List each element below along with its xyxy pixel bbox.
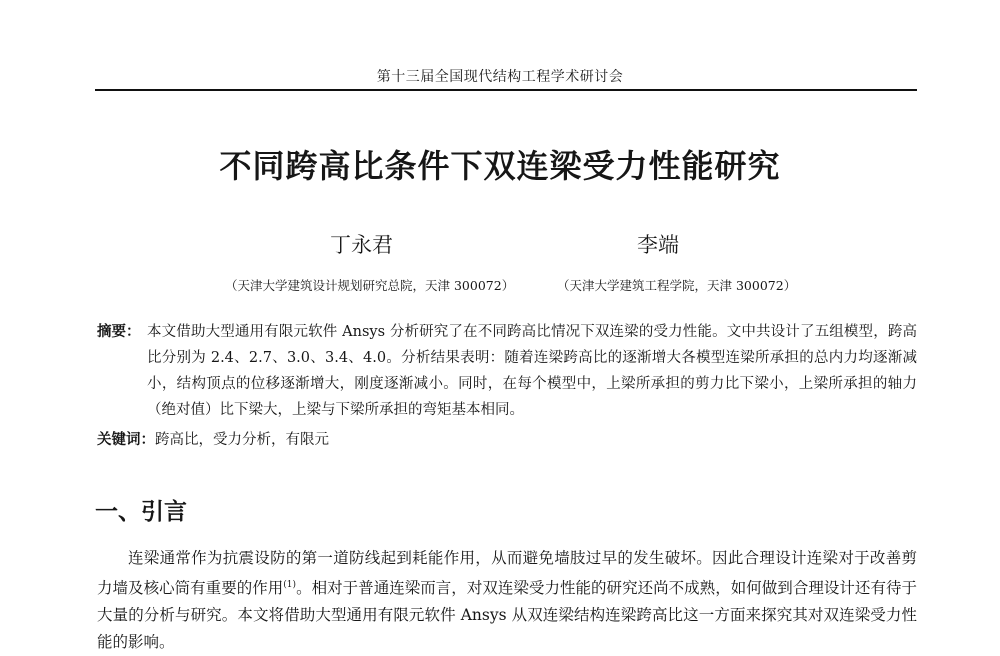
keywords: [97, 428, 329, 449]
author-affiliation-1: （天津大学建筑设计规划研究总院，天津 300072）: [225, 278, 515, 293]
abstract-label: 摘要：: [97, 324, 141, 340]
keywords-text: 跨高比，受力分析，有限元: [155, 432, 329, 448]
intro-text-part2: 。相对于普通连梁而言，对双连梁受力性能的研究还尚不成熟，如何做到合理设计还有待于大量的分析与研究。本文将借助大型通用有限元软件 Ansys 从双连梁结构连梁跨高比这一方面来探究其对双连梁受力性能的影响。: [97, 579, 917, 652]
author-affiliation-2: （天津大学建筑工程学院，天津 300072）: [557, 278, 797, 293]
abstract-text: 本文借助大型通用有限元软件 Ansys 分析研究了在不同跨高比情况下双连梁的受力性能。文中共设计了五组模型，跨高比分别为 2.4、2.7、3.0、3.4、4.0。分析结果表明：随着连梁跨高比的逐渐增大各模型连梁所承担的总内力均逐渐减小，结构顶点的位移逐渐增大，刚度逐渐减小。同时，在每个模型中，上梁所承担的剪力比下梁小，上梁所承担的轴力（绝对值）比下梁大，上梁与下梁所承担的弯矩基本相同。: [147, 324, 917, 418]
header-rule: [95, 89, 917, 91]
intro-text-part1: 连梁通常作为抗震设防的第一道防线起到耗能作用，从而避免墙肢过早的发生破坏。因此合理设计连梁对于改善剪力墙及核心筒有重要的作用: [97, 549, 917, 598]
paper-title: 不同跨高比条件下双连梁受力性能研究: [219, 147, 781, 185]
introduction-paragraph: [97, 545, 917, 656]
reference-mark: (1): [283, 580, 297, 590]
running-header: 第十三届全国现代结构工程学术研讨会: [376, 69, 624, 85]
author-name-2: 李端: [637, 233, 679, 257]
section-heading-introduction: 一、引言: [95, 499, 187, 525]
author-name-1: 丁永君: [330, 233, 393, 257]
abstract: [97, 319, 917, 418]
keywords-label: 关键词：: [97, 432, 155, 448]
